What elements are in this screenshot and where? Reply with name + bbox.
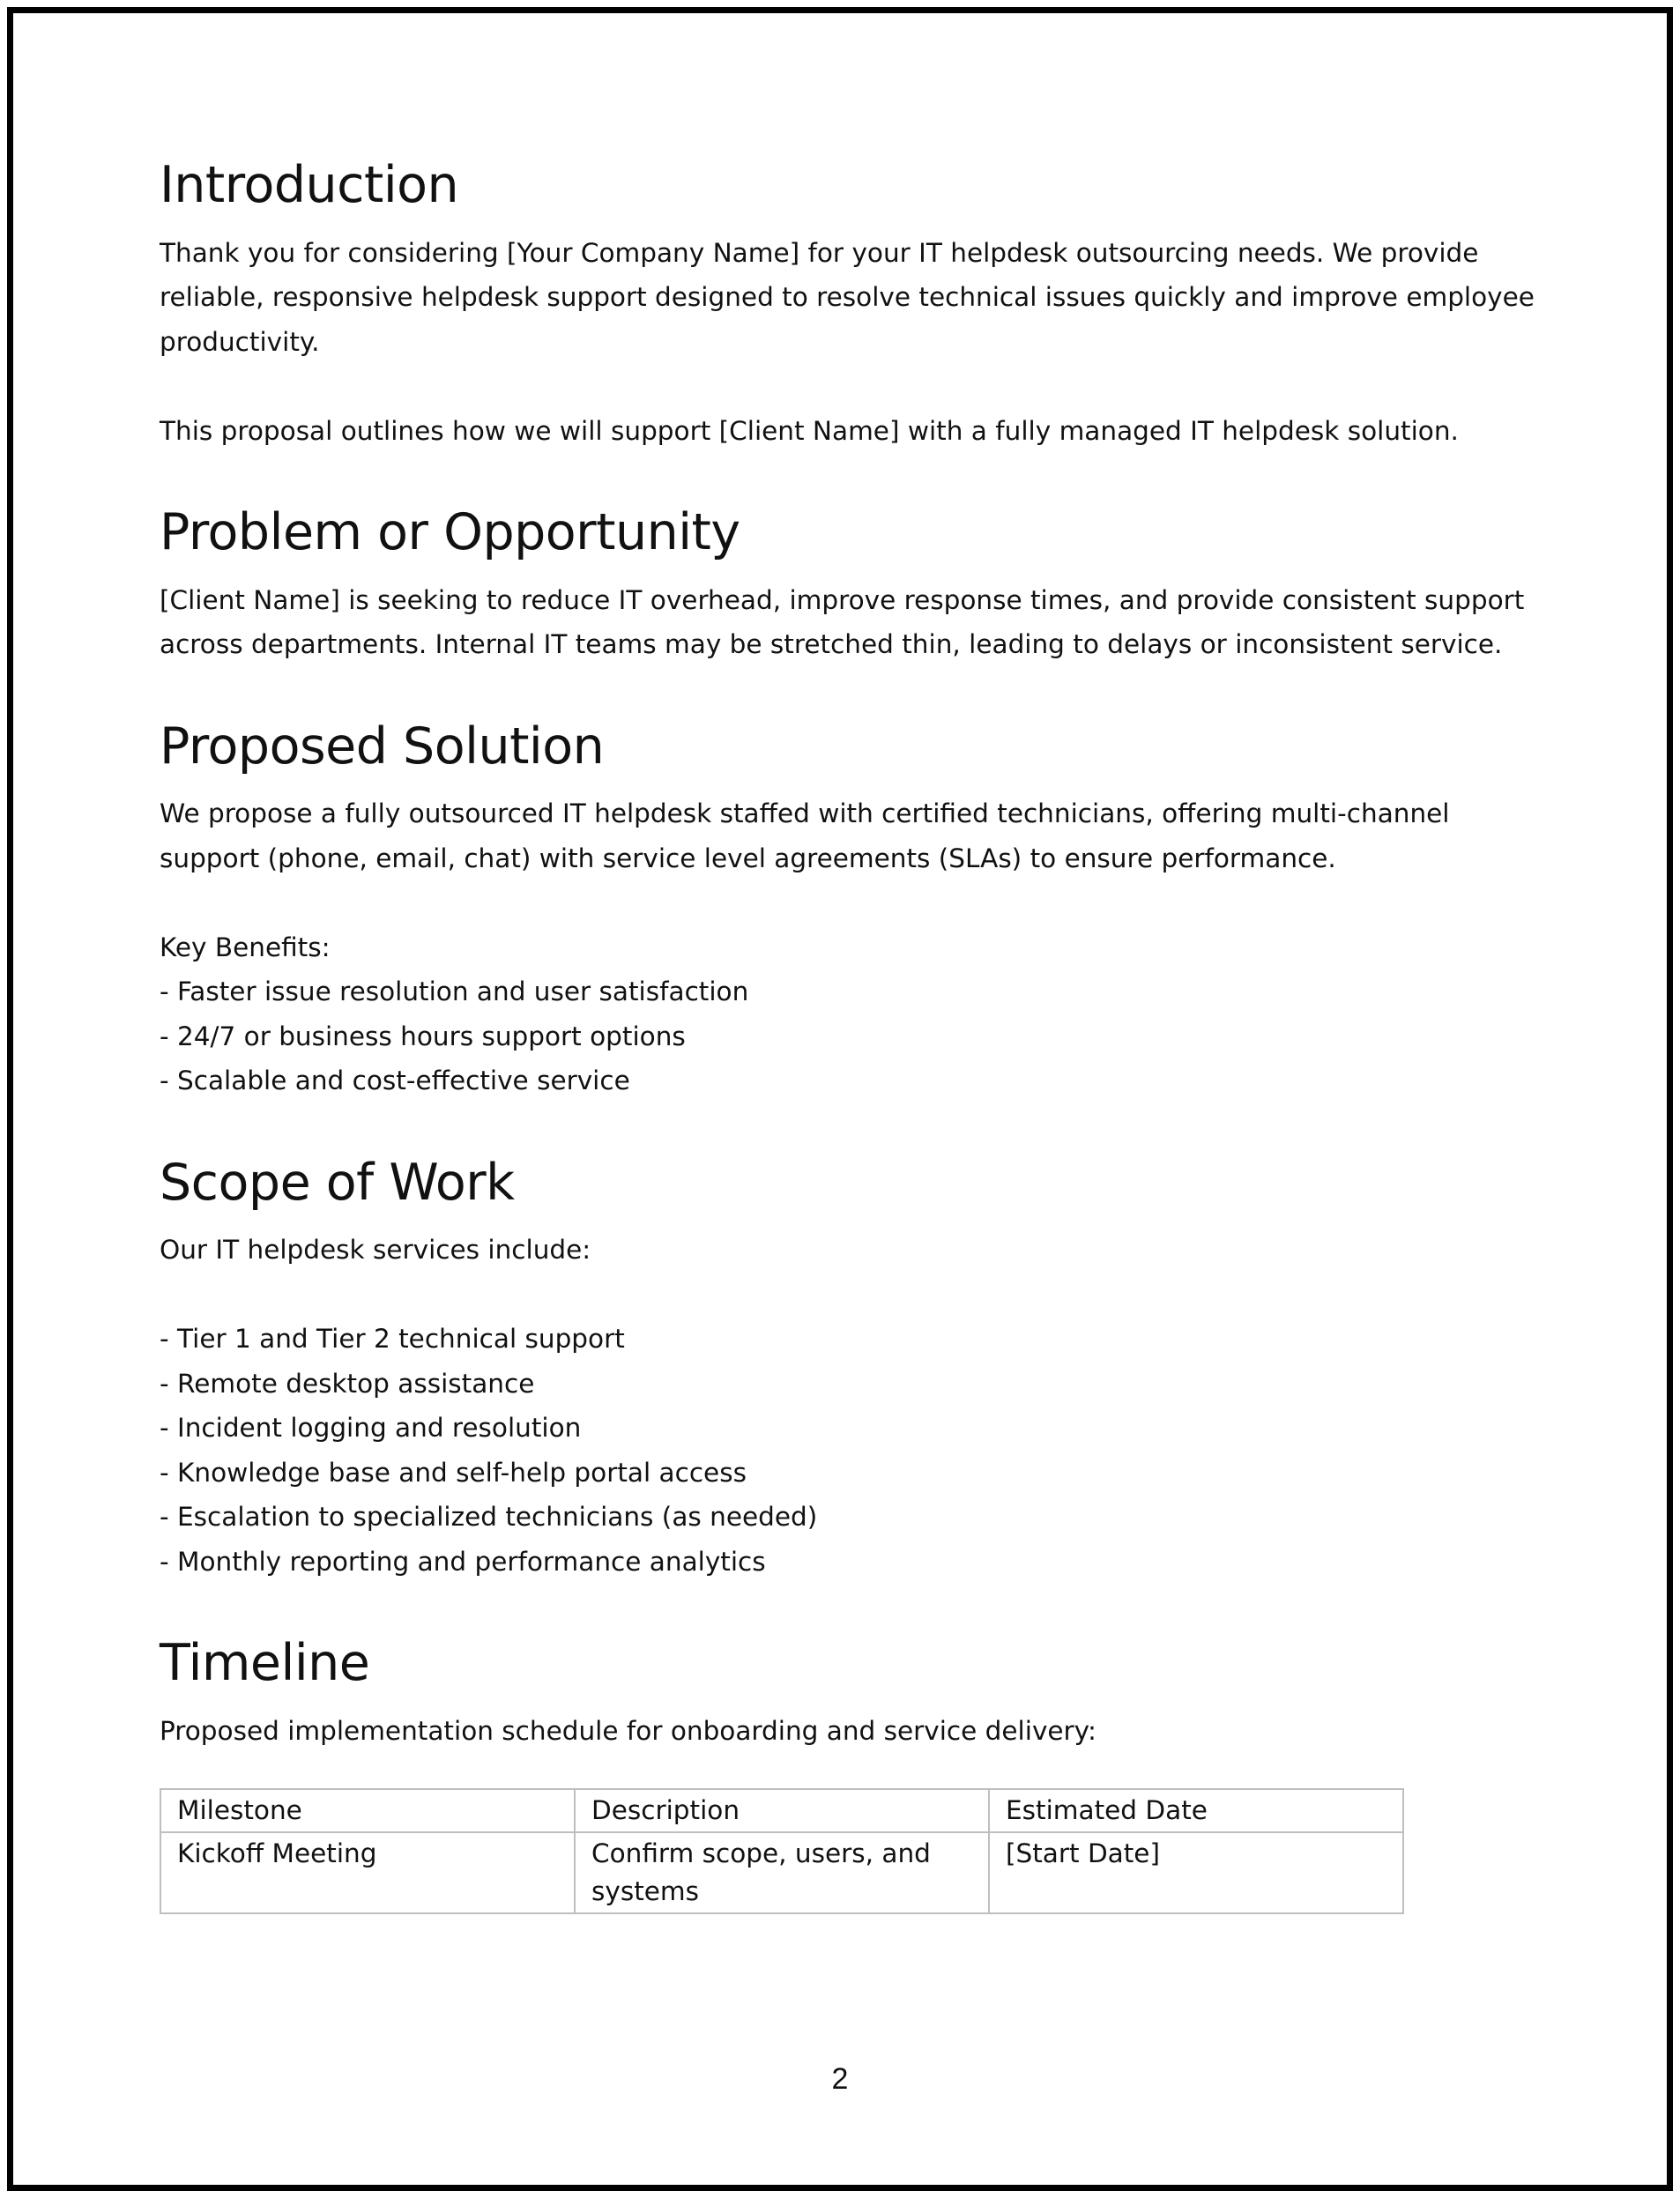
timeline-table bbox=[160, 1788, 1404, 1914]
cell-description: Confirm scope, users, and systems bbox=[575, 1832, 989, 1913]
key-benefits-label: Key Benefits: bbox=[160, 932, 331, 962]
section-scope bbox=[160, 1155, 1535, 1585]
column-header-estimated-date: Estimated Date bbox=[989, 1789, 1403, 1832]
scope-intro: Our IT helpdesk services include: bbox=[160, 1235, 591, 1266]
scope-list bbox=[160, 1317, 1535, 1584]
heading-introduction: Introduction bbox=[160, 156, 459, 214]
cell-milestone: Kickoff Meeting bbox=[160, 1832, 575, 1913]
introduction-paragraph-2: This proposal outlines how we will support [Client Name] with a fully managed IT helpdesk solution. bbox=[160, 415, 1459, 446]
table-row bbox=[160, 1832, 1403, 1913]
list-item: - Faster issue resolution and user satisfaction bbox=[160, 976, 749, 1007]
timeline-intro: Proposed implementation schedule for onboarding and service delivery: bbox=[160, 1715, 1096, 1746]
list-item: - 24/7 or business hours support options bbox=[160, 1021, 686, 1051]
column-header-description: Description bbox=[575, 1789, 989, 1832]
column-header-milestone: Milestone bbox=[160, 1789, 575, 1832]
list-item: - Scalable and cost-effective service bbox=[160, 1066, 630, 1096]
list-item: - Escalation to specialized technicians (as needed) bbox=[160, 1502, 818, 1533]
page-number: 2 bbox=[831, 2062, 849, 2096]
list-item: - Knowledge base and self-help portal access bbox=[160, 1457, 747, 1488]
section-introduction bbox=[160, 157, 1535, 453]
heading-solution: Proposed Solution bbox=[160, 717, 605, 776]
heading-scope: Scope of Work bbox=[160, 1153, 515, 1212]
document-content bbox=[160, 157, 1535, 1914]
list-item: - Remote desktop assistance bbox=[160, 1368, 535, 1399]
table-header-row bbox=[160, 1789, 1403, 1832]
cell-estimated-date: [Start Date] bbox=[989, 1832, 1403, 1913]
list-item: - Incident logging and resolution bbox=[160, 1413, 582, 1444]
list-item: - Tier 1 and Tier 2 technical support bbox=[160, 1324, 625, 1355]
section-solution bbox=[160, 718, 1535, 1103]
problem-paragraph: [Client Name] is seeking to reduce IT overhead, improve response times, and provide consistent support across departments. Internal IT teams may be stretched thin, leading to delays or inconsistent service. bbox=[160, 584, 1525, 660]
benefits-list bbox=[160, 969, 1535, 1103]
heading-timeline: Timeline bbox=[160, 1634, 370, 1693]
section-problem bbox=[160, 504, 1535, 667]
list-item: - Monthly reporting and performance analytics bbox=[160, 1546, 766, 1577]
heading-problem: Problem or Opportunity bbox=[160, 503, 740, 562]
introduction-paragraph-1: Thank you for considering [Your Company Name] for your IT helpdesk outsourcing needs. We provide reliable, responsive helpdesk support designed to resolve technical issues quickly and improve employee productivity. bbox=[160, 237, 1535, 357]
solution-paragraph: We propose a fully outsourced IT helpdesk staffed with certified technicians, offering multi-channel support (phone, email, chat) with service level agreements (SLAs) to ensure performance. bbox=[160, 798, 1450, 873]
section-timeline bbox=[160, 1635, 1535, 1914]
